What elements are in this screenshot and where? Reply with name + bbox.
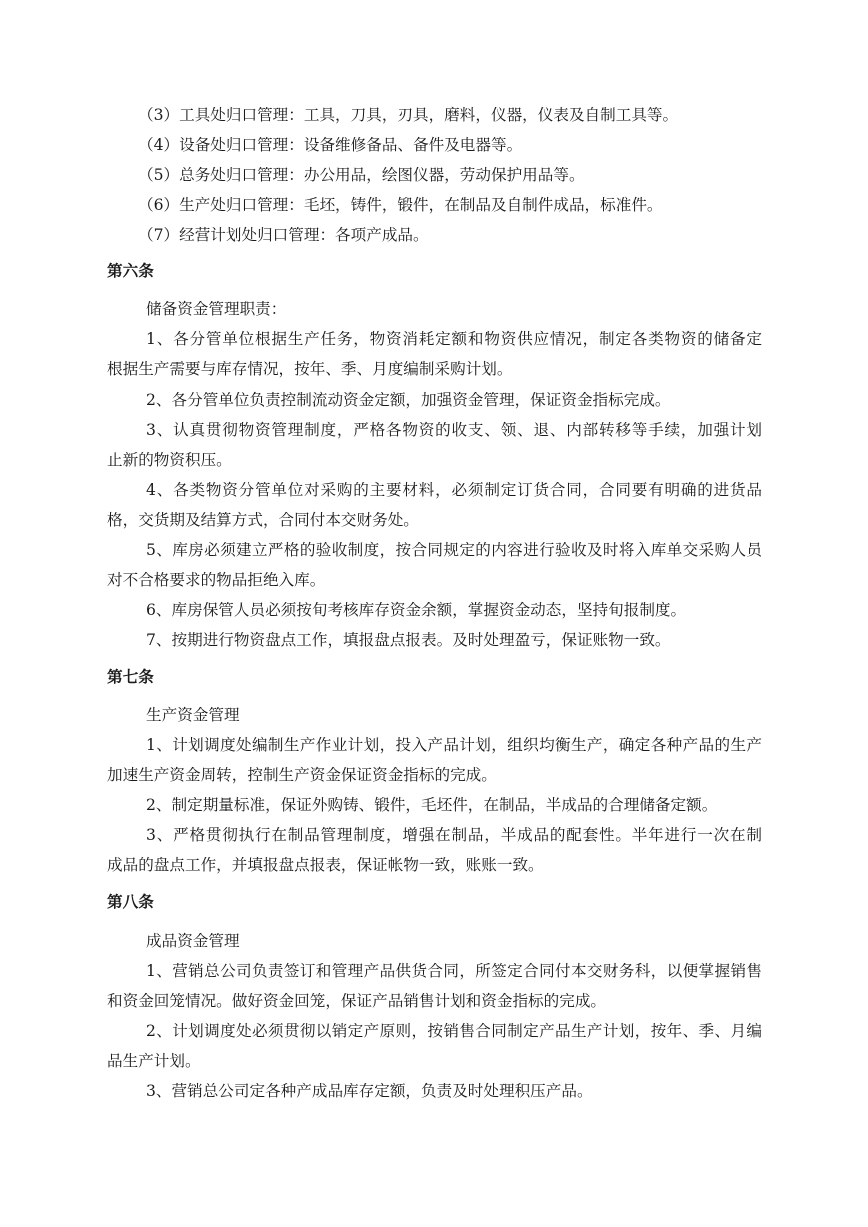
paragraph-line: 1、计划调度处编制生产作业计划，投入产品计划，组织均衡生产，确定各种产品的生产 [146, 736, 762, 754]
paragraph-line: 1、营销总公司负责签订和管理产品供货合同，所签定合同付本交财务科，以便掌握销售 [146, 962, 762, 980]
article-heading: 第八条 [107, 893, 154, 911]
paragraph-line: 3、营销总公司定各种产成品库存定额，负责及时处理积压产品。 [146, 1082, 593, 1100]
paragraph-line: 3、严格贯彻执行在制品管理制度，增强在制品，半成品的配套性。半年进行一次在制 [146, 826, 762, 844]
paragraph-line: 7、按期进行物资盘点工作，填报盘点报表。及时处理盈亏，保证账物一致。 [146, 631, 671, 649]
paragraph-line: 根据生产需要与库存情况，按年、季、月度编制采购计划。 [107, 360, 513, 378]
list-item: （4）设备处归口管理：设备维修备品、备件及电器等。 [138, 136, 523, 154]
list-item: （6）生产处归口管理：毛坯，铸件，锻件，在制品及自制件成品，标准件。 [138, 196, 663, 214]
article-intro: 成品资金管理 [146, 932, 240, 950]
article-heading: 第六条 [107, 262, 154, 280]
article-intro: 储备资金管理职责： [146, 300, 287, 318]
paragraph-line: 品生产计划。 [107, 1052, 201, 1070]
paragraph-line: 2、计划调度处必须贯彻以销定产原则，按销售合同制定产品生产计划，按年、季、月编 [146, 1022, 762, 1040]
list-item: （3）工具处归口管理：工具，刀具，刃具，磨料，仪器，仪表及自制工具等。 [138, 106, 679, 124]
paragraph-line: 1、各分管单位根据生产任务，物资消耗定额和物资供应情况，制定各类物资的储备定 [146, 330, 762, 348]
article-heading: 第七条 [107, 668, 154, 686]
paragraph-line: 6、库房保管人员必须按旬考核库存资金余额，掌握资金动态，坚持旬报制度。 [146, 601, 687, 619]
list-item: （7）经营计划处归口管理：各项产成品。 [138, 226, 429, 244]
paragraph-line: 3、认真贯彻物资管理制度，严格各物资的收支、领、退、内部转移等手续，加强计划 [146, 421, 762, 439]
list-item: （5）总务处归口管理：办公用品，绘图仪器，劳动保护用品等。 [138, 166, 585, 184]
paragraph-line: 和资金回笼情况。做好资金回笼，保证产品销售计划和资金指标的完成。 [107, 992, 607, 1010]
paragraph-line: 2、制定期量标准，保证外购铸、锻件，毛坯件，在制品，半成品的合理储备定额。 [146, 796, 718, 814]
paragraph-line: 4、各类物资分管单位对采购的主要材料，必须制定订货合同，合同要有明确的进货品 [146, 481, 762, 499]
paragraph-line: 5、库房必须建立严格的验收制度，按合同规定的内容进行验收及时将入库单交采购人员 [146, 541, 762, 559]
article-intro: 生产资金管理 [146, 706, 240, 724]
paragraph-line: 2、各分管单位负责控制流动资金定额，加强资金管理，保证资金指标完成。 [146, 391, 671, 409]
paragraph-line: 加速生产资金周转，控制生产资金保证资金指标的完成。 [107, 766, 497, 784]
paragraph-line: 成品的盘点工作，并填报盘点报表，保证帐物一致，账账一致。 [107, 856, 544, 874]
paragraph-line: 对不合格要求的物品拒绝入库。 [107, 571, 326, 589]
paragraph-line: 止新的物资积压。 [107, 451, 232, 469]
paragraph-line: 格，交货期及结算方式，合同付本交财务处。 [107, 511, 419, 529]
